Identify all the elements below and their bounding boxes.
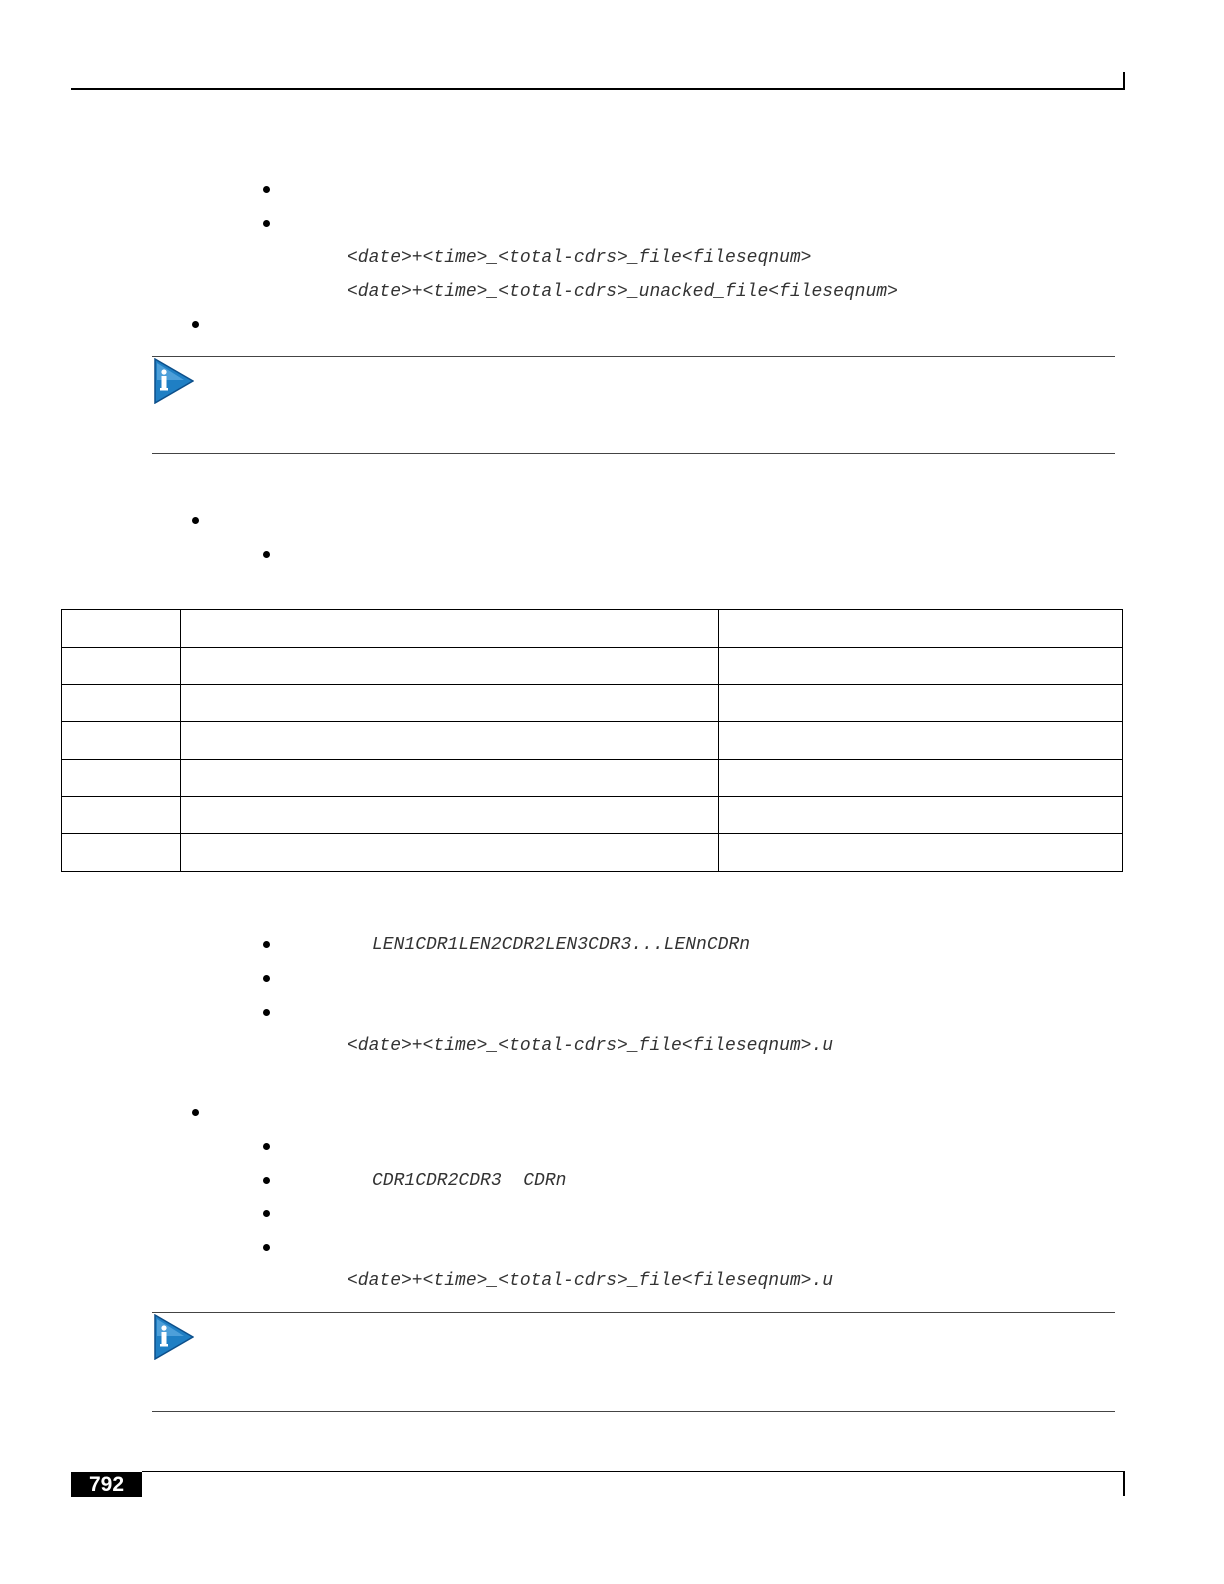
footer-rule xyxy=(142,1471,1125,1472)
table-row xyxy=(62,648,1123,685)
header-rule-tick xyxy=(1123,72,1125,90)
table-cell xyxy=(62,610,181,648)
list-bullet xyxy=(263,1244,270,1251)
note-bottom-rule xyxy=(152,1411,1115,1412)
list-bullet xyxy=(263,1143,270,1150)
list-bullet xyxy=(263,220,270,227)
note-top-rule xyxy=(152,1312,1115,1313)
table-cell xyxy=(181,760,719,797)
table-cell xyxy=(719,722,1123,760)
table-cell xyxy=(62,834,181,872)
page-number: 792 xyxy=(71,1472,142,1497)
table-cell xyxy=(181,834,719,872)
table-cell xyxy=(181,610,719,648)
cdr-format: CDR1CDR2CDR3 CDRn xyxy=(372,1171,567,1191)
list-bullet xyxy=(263,975,270,982)
filename-pattern-u: <date>+<time>_<total-cdrs>_file<fileseqnum>.u xyxy=(347,1036,834,1056)
len-cdr-format: LEN1CDR1LEN2CDR2LEN3CDR3...LENnCDRn xyxy=(372,935,751,955)
table-cell xyxy=(719,834,1123,872)
list-bullet xyxy=(263,1210,270,1217)
list-bullet xyxy=(263,551,270,558)
list-bullet xyxy=(192,1109,199,1116)
cdr-table xyxy=(61,609,1123,872)
footer-rule-tick xyxy=(1123,1471,1125,1496)
note-bottom-rule xyxy=(152,453,1115,454)
list-bullet xyxy=(263,1177,270,1184)
info-note-icon xyxy=(154,358,194,404)
table-header-row xyxy=(62,610,1123,648)
table-cell xyxy=(719,685,1123,722)
table-cell xyxy=(181,648,719,685)
list-bullet xyxy=(192,321,199,328)
table-cell xyxy=(62,760,181,797)
table-cell xyxy=(181,797,719,834)
table-cell xyxy=(719,797,1123,834)
table-cell xyxy=(62,797,181,834)
note-top-rule xyxy=(152,356,1115,357)
list-bullet xyxy=(192,517,199,524)
filename-pattern-u: <date>+<time>_<total-cdrs>_file<fileseqnum>.u xyxy=(347,1271,834,1291)
table-cell xyxy=(719,760,1123,797)
table-cell xyxy=(719,648,1123,685)
table-cell xyxy=(181,685,719,722)
list-bullet xyxy=(263,941,270,948)
table-row xyxy=(62,834,1123,872)
table-cell xyxy=(62,685,181,722)
table-cell xyxy=(62,648,181,685)
header-rule xyxy=(71,88,1125,90)
table-row xyxy=(62,760,1123,797)
unacked-filename-pattern: <date>+<time>_<total-cdrs>_unacked_file<fileseqnum> xyxy=(347,282,898,302)
table-cell xyxy=(181,722,719,760)
table-row xyxy=(62,797,1123,834)
filename-pattern: <date>+<time>_<total-cdrs>_file<fileseqnum> xyxy=(347,248,812,268)
table-cell xyxy=(62,722,181,760)
list-bullet xyxy=(263,1009,270,1016)
table-row xyxy=(62,722,1123,760)
table-row xyxy=(62,685,1123,722)
info-note-icon xyxy=(154,1314,194,1360)
table-cell xyxy=(719,610,1123,648)
list-bullet xyxy=(263,186,270,193)
